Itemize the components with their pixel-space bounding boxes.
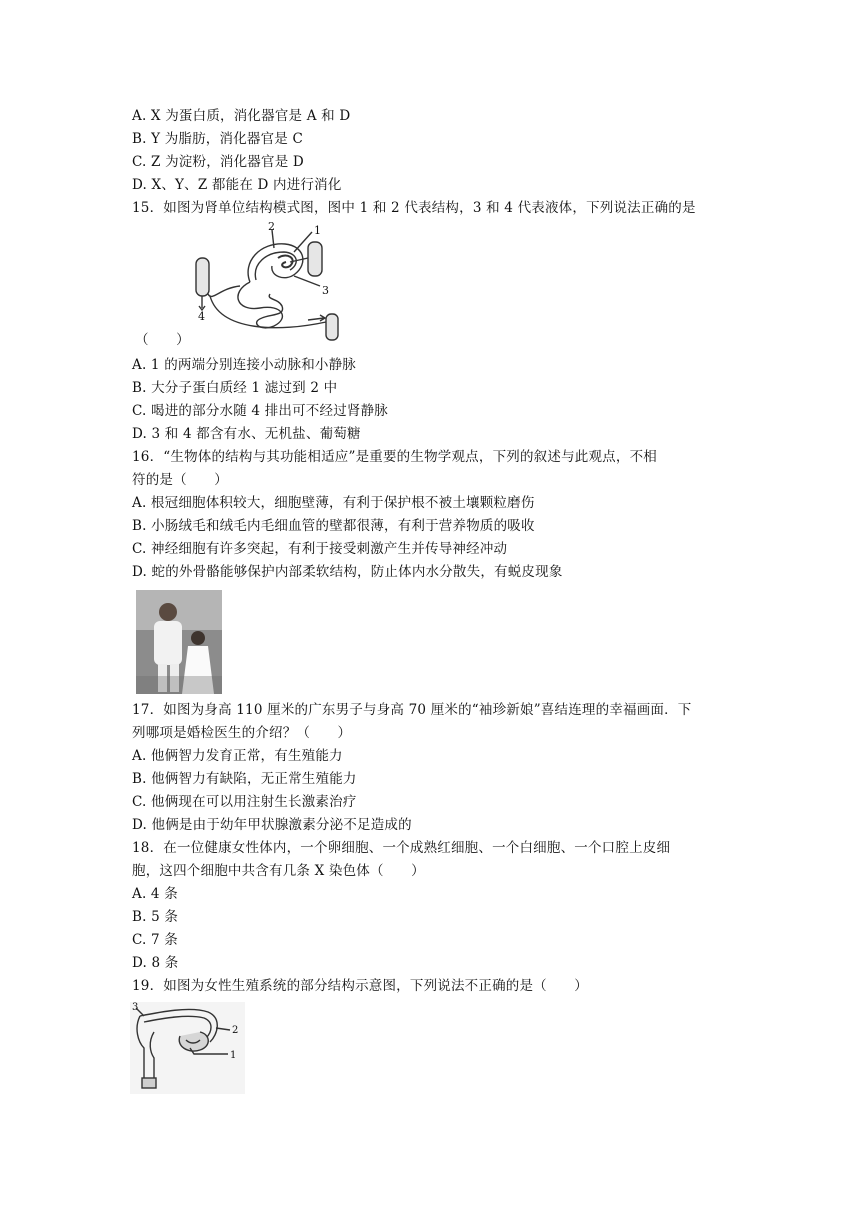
nephron-label-1: 1 bbox=[314, 224, 321, 237]
q18-option-a: A. 4 条 bbox=[132, 886, 178, 902]
q16-stem-line2: 符的是（ ） bbox=[132, 472, 228, 488]
q15-option-a: A. 1 的两端分别连接小动脉和小静脉 bbox=[132, 357, 357, 373]
q17-option-c: C. 他俩现在可以用注射生长激素治疗 bbox=[132, 794, 357, 810]
q16-option-d: D. 蛇的外骨骼能够保护内部柔软结构，防止体内水分散失，有蜕皮现象 bbox=[132, 564, 563, 580]
q18-stem-line1: 18．在一位健康女性体内，一个卵细胞、一个成熟红细胞、一个白细胞、一个口腔上皮细 bbox=[132, 840, 671, 856]
reproductive-label-3: 3 bbox=[132, 1002, 139, 1013]
q16-option-c: C. 神经细胞有许多突起，有利于接受刺激产生并传导神经冲动 bbox=[132, 541, 508, 557]
q15-option-c: C. 喝进的部分水随 4 排出可不经过肾静脉 bbox=[132, 403, 389, 419]
q15-stem: 15．如图为肾单位结构模式图，图中 1 和 2 代表结构，3 和 4 代表液体，下列说法正确的是 bbox=[132, 200, 696, 216]
reproductive-label-1: 1 bbox=[230, 1050, 237, 1061]
female-reproductive-diagram bbox=[130, 1002, 245, 1094]
q17-option-d: D. 他俩是由于幼年甲状腺激素分泌不足造成的 bbox=[132, 817, 412, 833]
q18-option-d: D. 8 条 bbox=[132, 955, 179, 971]
nephron-diagram bbox=[190, 222, 350, 344]
q16-option-a: A. 根冠细胞体积较大，细胞壁薄，有利于保护根不被土壤颗粒磨伤 bbox=[132, 495, 535, 511]
nephron-label-2: 2 bbox=[268, 222, 275, 233]
nephron-label-4: 4 bbox=[198, 310, 205, 323]
q14-option-b: B. Y 为脂肪，消化器官是 C bbox=[132, 131, 304, 147]
q17-stem-line1: 17．如图为身高 110 厘米的广东男子与身高 70 厘米的“袖珍新娘”喜结连理的幸福画面．下 bbox=[132, 702, 692, 718]
q18-option-b: B. 5 条 bbox=[132, 909, 179, 925]
nephron-label-3: 3 bbox=[322, 284, 329, 297]
reproductive-label-2: 2 bbox=[232, 1025, 239, 1036]
q16-option-b: B. 小肠绒毛和绒毛内毛细血管的壁都很薄，有利于营养物质的吸收 bbox=[132, 518, 535, 534]
wedding-photo-figures bbox=[136, 590, 222, 694]
q15-option-d: D. 3 和 4 都含有水、无机盐、葡萄糖 bbox=[132, 426, 361, 442]
q17-option-b: B. 他俩智力有缺陷，无正常生殖能力 bbox=[132, 771, 357, 787]
q18-stem-line2: 胞，这四个细胞中共含有几条 X 染色体（ ） bbox=[132, 863, 425, 879]
q15-option-b: B. 大分子蛋白质经 1 滤过到 2 中 bbox=[132, 380, 338, 396]
q19-stem: 19．如图为女性生殖系统的部分结构示意图，下列说法不正确的是（ ） bbox=[132, 978, 588, 994]
q14-option-d: D. X、Y、Z 都能在 D 内进行消化 bbox=[132, 177, 342, 193]
q14-option-c: C. Z 为淀粉，消化器官是 D bbox=[132, 154, 304, 170]
q18-option-c: C. 7 条 bbox=[132, 932, 179, 948]
q16-stem-line1: 16．“生物体的结构与其功能相适应”是重要的生物学观点，下列的叙述与此观点，不相 bbox=[132, 449, 657, 465]
q17-stem-line2: 列哪项是婚检医生的介绍？（ ） bbox=[132, 725, 352, 741]
q17-option-a: A. 他俩智力发育正常，有生殖能力 bbox=[132, 748, 343, 764]
wedding-photo bbox=[136, 590, 222, 694]
q15-answer-paren: （ ） bbox=[135, 332, 190, 348]
q14-option-a: A. X 为蛋白质，消化器官是 A 和 D bbox=[132, 108, 351, 124]
